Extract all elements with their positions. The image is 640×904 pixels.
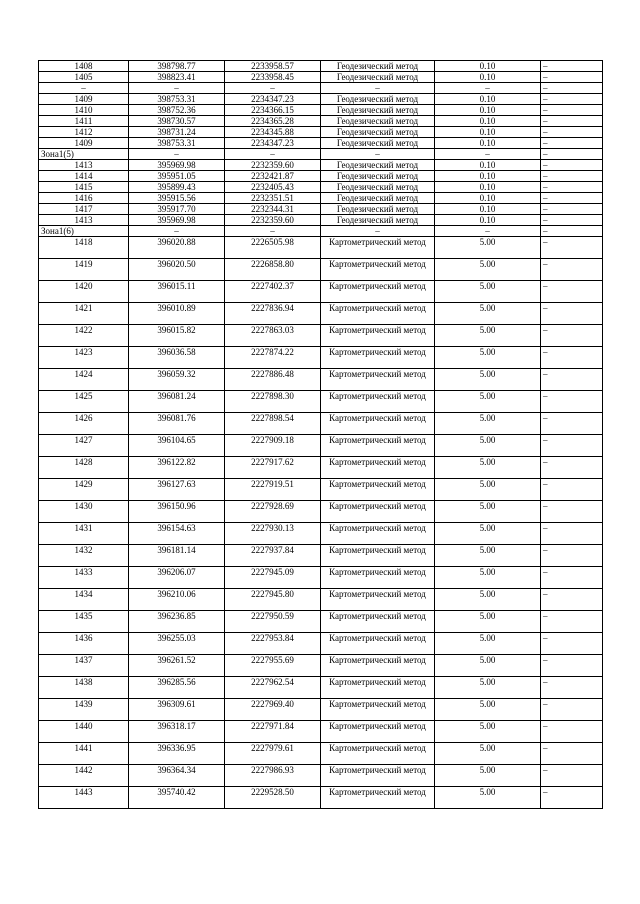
method-cell: – <box>321 83 435 94</box>
x-coordinate-cell: 395740.42 <box>129 787 225 809</box>
description-cell: – <box>541 105 603 116</box>
x-coordinate-cell: 398753.31 <box>129 138 225 149</box>
method-cell: Картометрический метод <box>321 303 435 325</box>
table-row <box>39 193 603 204</box>
description-cell: – <box>541 347 603 369</box>
table-row <box>39 567 603 589</box>
accuracy-cell: 0.10 <box>435 193 541 204</box>
accuracy-cell: 0.10 <box>435 204 541 215</box>
accuracy-cell: – <box>435 83 541 94</box>
description-cell: – <box>541 193 603 204</box>
point-number-cell: 1418 <box>39 237 129 259</box>
x-coordinate-cell: – <box>129 149 225 160</box>
method-cell: Картометрический метод <box>321 281 435 303</box>
y-coordinate-cell: 2227950.59 <box>225 611 321 633</box>
point-number-cell: Зона1(5) <box>39 149 129 160</box>
point-number-cell: 1414 <box>39 171 129 182</box>
y-coordinate-cell: 2232344.31 <box>225 204 321 215</box>
accuracy-cell: 0.10 <box>435 138 541 149</box>
table-row <box>39 259 603 281</box>
point-number-cell: 1439 <box>39 699 129 721</box>
table-row <box>39 325 603 347</box>
y-coordinate-cell: 2227930.13 <box>225 523 321 545</box>
method-cell: Картометрический метод <box>321 435 435 457</box>
x-coordinate-cell: 396081.76 <box>129 413 225 435</box>
y-coordinate-cell: 2232351.51 <box>225 193 321 204</box>
accuracy-cell: 5.00 <box>435 325 541 347</box>
x-coordinate-cell: 398753.31 <box>129 94 225 105</box>
y-coordinate-cell: 2227402.37 <box>225 281 321 303</box>
table-row <box>39 369 603 391</box>
description-cell: – <box>541 226 603 237</box>
accuracy-cell: 5.00 <box>435 501 541 523</box>
point-number-cell: 1421 <box>39 303 129 325</box>
table-row <box>39 765 603 787</box>
table-row <box>39 215 603 226</box>
y-coordinate-cell: 2234365.28 <box>225 116 321 127</box>
table-row <box>39 182 603 193</box>
method-cell: Геодезический метод <box>321 127 435 138</box>
description-cell: – <box>541 215 603 226</box>
accuracy-cell: 5.00 <box>435 567 541 589</box>
x-coordinate-cell: 398731.24 <box>129 127 225 138</box>
method-cell: Геодезический метод <box>321 116 435 127</box>
point-number-cell: 1405 <box>39 72 129 83</box>
accuracy-cell: 5.00 <box>435 259 541 281</box>
table-row <box>39 655 603 677</box>
description-cell: – <box>541 160 603 171</box>
description-cell: – <box>541 391 603 413</box>
accuracy-cell: 5.00 <box>435 611 541 633</box>
y-coordinate-cell: 2233958.57 <box>225 61 321 72</box>
y-coordinate-cell: 2227863.03 <box>225 325 321 347</box>
table-row <box>39 479 603 501</box>
table-row <box>39 545 603 567</box>
table-row <box>39 501 603 523</box>
method-cell: Картометрический метод <box>321 567 435 589</box>
method-cell: Картометрический метод <box>321 743 435 765</box>
point-number-cell: 1424 <box>39 369 129 391</box>
point-number-cell: 1413 <box>39 160 129 171</box>
point-number-cell: 1438 <box>39 677 129 699</box>
y-coordinate-cell: 2227917.62 <box>225 457 321 479</box>
table-row <box>39 83 603 94</box>
method-cell: Геодезический метод <box>321 61 435 72</box>
accuracy-cell: 5.00 <box>435 413 541 435</box>
point-number-cell: 1412 <box>39 127 129 138</box>
method-cell: Картометрический метод <box>321 677 435 699</box>
method-cell: Картометрический метод <box>321 611 435 633</box>
description-cell: – <box>541 413 603 435</box>
method-cell: Геодезический метод <box>321 171 435 182</box>
y-coordinate-cell: 2227962.54 <box>225 677 321 699</box>
point-number-cell: 1423 <box>39 347 129 369</box>
description-cell: – <box>541 743 603 765</box>
description-cell: – <box>541 655 603 677</box>
accuracy-cell: 5.00 <box>435 743 541 765</box>
method-cell: – <box>321 226 435 237</box>
accuracy-cell: 0.10 <box>435 72 541 83</box>
accuracy-cell: 0.10 <box>435 105 541 116</box>
point-number-cell: 1433 <box>39 567 129 589</box>
accuracy-cell: 5.00 <box>435 281 541 303</box>
x-coordinate-cell: 396010.89 <box>129 303 225 325</box>
y-coordinate-cell: 2227955.69 <box>225 655 321 677</box>
x-coordinate-cell: 396255.03 <box>129 633 225 655</box>
method-cell: Геодезический метод <box>321 94 435 105</box>
method-cell: Геодезический метод <box>321 105 435 116</box>
method-cell: Картометрический метод <box>321 765 435 787</box>
method-cell: Геодезический метод <box>321 193 435 204</box>
description-cell: – <box>541 83 603 94</box>
accuracy-cell: 0.10 <box>435 116 541 127</box>
method-cell: Геодезический метод <box>321 160 435 171</box>
y-coordinate-cell: 2227969.40 <box>225 699 321 721</box>
x-coordinate-cell: 396104.65 <box>129 435 225 457</box>
x-coordinate-cell: 396127.63 <box>129 479 225 501</box>
accuracy-cell: 5.00 <box>435 765 541 787</box>
description-cell: – <box>541 787 603 809</box>
table-row <box>39 149 603 160</box>
table-row <box>39 138 603 149</box>
description-cell: – <box>541 457 603 479</box>
description-cell: – <box>541 237 603 259</box>
x-coordinate-cell: 396081.24 <box>129 391 225 413</box>
description-cell: – <box>541 479 603 501</box>
y-coordinate-cell: 2229528.50 <box>225 787 321 809</box>
y-coordinate-cell: 2226505.98 <box>225 237 321 259</box>
y-coordinate-cell: 2227886.48 <box>225 369 321 391</box>
table-row <box>39 347 603 369</box>
point-number-cell: 1431 <box>39 523 129 545</box>
accuracy-cell: 0.10 <box>435 160 541 171</box>
y-coordinate-cell: 2227986.93 <box>225 765 321 787</box>
y-coordinate-cell: 2227898.30 <box>225 391 321 413</box>
y-coordinate-cell: 2227836.94 <box>225 303 321 325</box>
accuracy-cell: 5.00 <box>435 523 541 545</box>
y-coordinate-cell: – <box>225 226 321 237</box>
y-coordinate-cell: 2227937.84 <box>225 545 321 567</box>
y-coordinate-cell: 2227971.84 <box>225 721 321 743</box>
accuracy-cell: 0.10 <box>435 94 541 105</box>
x-coordinate-cell: 396364.34 <box>129 765 225 787</box>
accuracy-cell: 5.00 <box>435 655 541 677</box>
point-number-cell: 1434 <box>39 589 129 611</box>
description-cell: – <box>541 369 603 391</box>
point-number-cell: 1411 <box>39 116 129 127</box>
table-row <box>39 160 603 171</box>
point-number-cell: 1425 <box>39 391 129 413</box>
table-row <box>39 204 603 215</box>
table-row <box>39 127 603 138</box>
accuracy-cell: 0.10 <box>435 127 541 138</box>
point-number-cell: 1437 <box>39 655 129 677</box>
x-coordinate-cell: 396020.88 <box>129 237 225 259</box>
x-coordinate-cell: 395951.05 <box>129 171 225 182</box>
table-row <box>39 61 603 72</box>
x-coordinate-cell: 396020.50 <box>129 259 225 281</box>
table-row <box>39 281 603 303</box>
x-coordinate-cell: – <box>129 226 225 237</box>
method-cell: Картометрический метод <box>321 391 435 413</box>
point-number-cell: 1422 <box>39 325 129 347</box>
table-row <box>39 237 603 259</box>
point-number-cell: 1432 <box>39 545 129 567</box>
table-body <box>39 61 603 809</box>
accuracy-cell: 5.00 <box>435 633 541 655</box>
point-number-cell: 1436 <box>39 633 129 655</box>
x-coordinate-cell: 396154.63 <box>129 523 225 545</box>
y-coordinate-cell: 2227928.69 <box>225 501 321 523</box>
description-cell: – <box>541 589 603 611</box>
description-cell: – <box>541 765 603 787</box>
x-coordinate-cell: 396122.82 <box>129 457 225 479</box>
description-cell: – <box>541 138 603 149</box>
description-cell: – <box>541 677 603 699</box>
table-row <box>39 787 603 809</box>
point-number-cell: 1410 <box>39 105 129 116</box>
accuracy-cell: 0.10 <box>435 171 541 182</box>
point-number-cell: 1420 <box>39 281 129 303</box>
point-number-cell: 1426 <box>39 413 129 435</box>
point-number-cell: Зона1(6) <box>39 226 129 237</box>
x-coordinate-cell: 396036.58 <box>129 347 225 369</box>
description-cell: – <box>541 611 603 633</box>
x-coordinate-cell: 396236.85 <box>129 611 225 633</box>
table-row <box>39 72 603 83</box>
point-number-cell: 1442 <box>39 765 129 787</box>
table-row <box>39 523 603 545</box>
accuracy-cell: 5.00 <box>435 589 541 611</box>
method-cell: Картометрический метод <box>321 369 435 391</box>
accuracy-cell: 0.10 <box>435 182 541 193</box>
description-cell: – <box>541 303 603 325</box>
description-cell: – <box>541 94 603 105</box>
y-coordinate-cell: 2227953.84 <box>225 633 321 655</box>
method-cell: Картометрический метод <box>321 699 435 721</box>
x-coordinate-cell: 396015.11 <box>129 281 225 303</box>
x-coordinate-cell: 395969.98 <box>129 215 225 226</box>
accuracy-cell: 5.00 <box>435 347 541 369</box>
accuracy-cell: 5.00 <box>435 391 541 413</box>
method-cell: Картометрический метод <box>321 545 435 567</box>
method-cell: Картометрический метод <box>321 347 435 369</box>
table-row <box>39 589 603 611</box>
method-cell: Геодезический метод <box>321 182 435 193</box>
accuracy-cell: 5.00 <box>435 369 541 391</box>
x-coordinate-cell: 398752.36 <box>129 105 225 116</box>
method-cell: Картометрический метод <box>321 523 435 545</box>
method-cell: Геодезический метод <box>321 204 435 215</box>
accuracy-cell: – <box>435 226 541 237</box>
point-number-cell: 1430 <box>39 501 129 523</box>
accuracy-cell: 5.00 <box>435 787 541 809</box>
y-coordinate-cell: 2232421.87 <box>225 171 321 182</box>
table-row <box>39 391 603 413</box>
method-cell: Геодезический метод <box>321 72 435 83</box>
table-row <box>39 611 603 633</box>
x-coordinate-cell: 398730.57 <box>129 116 225 127</box>
y-coordinate-cell: 2233958.45 <box>225 72 321 83</box>
table-row <box>39 721 603 743</box>
point-number-cell: 1441 <box>39 743 129 765</box>
accuracy-cell: 5.00 <box>435 435 541 457</box>
y-coordinate-cell: 2226858.80 <box>225 259 321 281</box>
y-coordinate-cell: 2227898.54 <box>225 413 321 435</box>
accuracy-cell: 5.00 <box>435 457 541 479</box>
description-cell: – <box>541 149 603 160</box>
accuracy-cell: 0.10 <box>435 215 541 226</box>
description-cell: – <box>541 171 603 182</box>
x-coordinate-cell: 396206.07 <box>129 567 225 589</box>
x-coordinate-cell: 396059.32 <box>129 369 225 391</box>
y-coordinate-cell: 2232405.43 <box>225 182 321 193</box>
y-coordinate-cell: – <box>225 83 321 94</box>
description-cell: – <box>541 281 603 303</box>
point-number-cell: – <box>39 83 129 94</box>
method-cell: Картометрический метод <box>321 413 435 435</box>
y-coordinate-cell: – <box>225 149 321 160</box>
table-row <box>39 699 603 721</box>
point-number-cell: 1440 <box>39 721 129 743</box>
y-coordinate-cell: 2227909.18 <box>225 435 321 457</box>
point-number-cell: 1408 <box>39 61 129 72</box>
method-cell: Картометрический метод <box>321 655 435 677</box>
x-coordinate-cell: 396150.96 <box>129 501 225 523</box>
description-cell: – <box>541 182 603 193</box>
accuracy-cell: 5.00 <box>435 303 541 325</box>
description-cell: – <box>541 545 603 567</box>
description-cell: – <box>541 523 603 545</box>
y-coordinate-cell: 2227945.09 <box>225 567 321 589</box>
accuracy-cell: 5.00 <box>435 237 541 259</box>
point-number-cell: 1428 <box>39 457 129 479</box>
table-row <box>39 226 603 237</box>
x-coordinate-cell: 396309.61 <box>129 699 225 721</box>
y-coordinate-cell: 2227874.22 <box>225 347 321 369</box>
description-cell: – <box>541 501 603 523</box>
x-coordinate-cell: 396336.95 <box>129 743 225 765</box>
accuracy-cell: 5.00 <box>435 677 541 699</box>
y-coordinate-cell: 2227979.61 <box>225 743 321 765</box>
point-number-cell: 1435 <box>39 611 129 633</box>
coordinates-table <box>38 60 603 809</box>
accuracy-cell: 0.10 <box>435 61 541 72</box>
point-number-cell: 1427 <box>39 435 129 457</box>
description-cell: – <box>541 116 603 127</box>
description-cell: – <box>541 721 603 743</box>
table-row <box>39 457 603 479</box>
x-coordinate-cell: 396318.17 <box>129 721 225 743</box>
accuracy-cell: – <box>435 149 541 160</box>
accuracy-cell: 5.00 <box>435 545 541 567</box>
y-coordinate-cell: 2227919.51 <box>225 479 321 501</box>
accuracy-cell: 5.00 <box>435 479 541 501</box>
x-coordinate-cell: – <box>129 83 225 94</box>
y-coordinate-cell: 2232359.60 <box>225 160 321 171</box>
method-cell: Геодезический метод <box>321 138 435 149</box>
point-number-cell: 1443 <box>39 787 129 809</box>
y-coordinate-cell: 2232359.60 <box>225 215 321 226</box>
point-number-cell: 1409 <box>39 94 129 105</box>
method-cell: – <box>321 149 435 160</box>
table-row <box>39 94 603 105</box>
description-cell: – <box>541 204 603 215</box>
description-cell: – <box>541 325 603 347</box>
table-row <box>39 105 603 116</box>
method-cell: Картометрический метод <box>321 589 435 611</box>
point-number-cell: 1419 <box>39 259 129 281</box>
description-cell: – <box>541 72 603 83</box>
table-row <box>39 116 603 127</box>
x-coordinate-cell: 396261.52 <box>129 655 225 677</box>
table-row <box>39 413 603 435</box>
method-cell: Картометрический метод <box>321 479 435 501</box>
x-coordinate-cell: 395917.70 <box>129 204 225 215</box>
table-row <box>39 171 603 182</box>
description-cell: – <box>541 567 603 589</box>
x-coordinate-cell: 395915.56 <box>129 193 225 204</box>
y-coordinate-cell: 2234366.15 <box>225 105 321 116</box>
description-cell: – <box>541 435 603 457</box>
method-cell: Картометрический метод <box>321 721 435 743</box>
x-coordinate-cell: 395899.43 <box>129 182 225 193</box>
x-coordinate-cell: 396210.06 <box>129 589 225 611</box>
description-cell: – <box>541 259 603 281</box>
description-cell: – <box>541 699 603 721</box>
x-coordinate-cell: 396181.14 <box>129 545 225 567</box>
x-coordinate-cell: 395969.98 <box>129 160 225 171</box>
table-row <box>39 435 603 457</box>
y-coordinate-cell: 2227945.80 <box>225 589 321 611</box>
accuracy-cell: 5.00 <box>435 721 541 743</box>
x-coordinate-cell: 398798.77 <box>129 61 225 72</box>
point-number-cell: 1413 <box>39 215 129 226</box>
method-cell: Геодезический метод <box>321 215 435 226</box>
description-cell: – <box>541 633 603 655</box>
accuracy-cell: 5.00 <box>435 699 541 721</box>
x-coordinate-cell: 396285.56 <box>129 677 225 699</box>
description-cell: – <box>541 127 603 138</box>
method-cell: Картометрический метод <box>321 457 435 479</box>
description-cell: – <box>541 61 603 72</box>
y-coordinate-cell: 2234347.23 <box>225 94 321 105</box>
table-row <box>39 743 603 765</box>
method-cell: Картометрический метод <box>321 237 435 259</box>
table-row <box>39 677 603 699</box>
point-number-cell: 1416 <box>39 193 129 204</box>
point-number-cell: 1409 <box>39 138 129 149</box>
method-cell: Картометрический метод <box>321 633 435 655</box>
x-coordinate-cell: 396015.82 <box>129 325 225 347</box>
x-coordinate-cell: 398823.41 <box>129 72 225 83</box>
method-cell: Картометрический метод <box>321 259 435 281</box>
point-number-cell: 1417 <box>39 204 129 215</box>
table-row <box>39 303 603 325</box>
y-coordinate-cell: 2234347.23 <box>225 138 321 149</box>
method-cell: Картометрический метод <box>321 787 435 809</box>
y-coordinate-cell: 2234345.88 <box>225 127 321 138</box>
point-number-cell: 1415 <box>39 182 129 193</box>
point-number-cell: 1429 <box>39 479 129 501</box>
method-cell: Картометрический метод <box>321 325 435 347</box>
method-cell: Картометрический метод <box>321 501 435 523</box>
table-row <box>39 633 603 655</box>
